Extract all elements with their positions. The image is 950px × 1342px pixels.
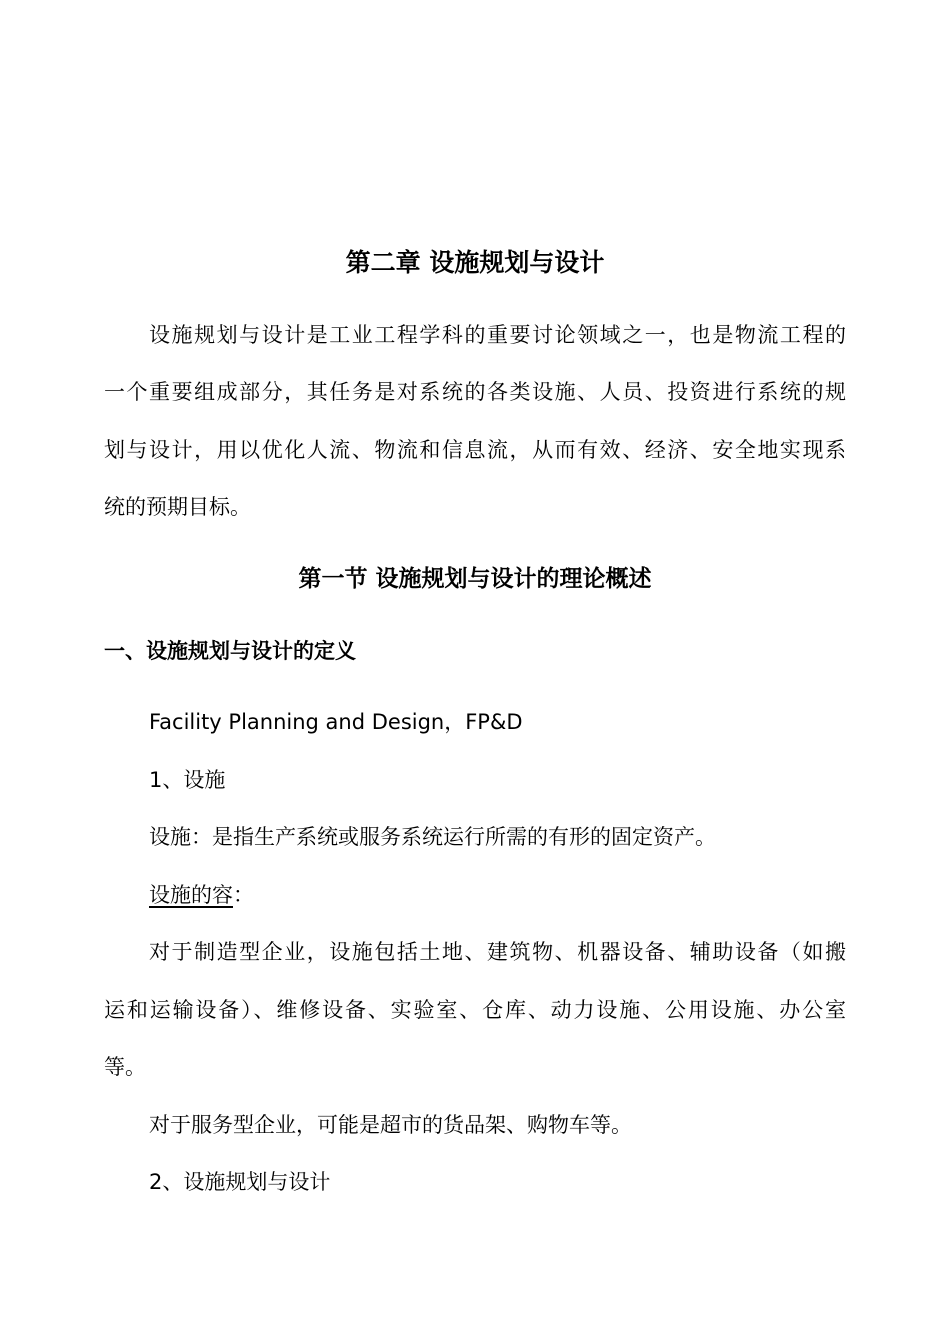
facility-content-colon: ： — [233, 883, 254, 907]
intro-paragraph-line-3: 划与设计，用以优化人流、物流和信息流，从而有效、经济、安全地实现系 — [104, 438, 846, 462]
section-title: 第一节 设施规划与设计的理论概述 — [298, 566, 652, 592]
item-2-heading: 2、设施规划与设计 — [149, 1170, 331, 1194]
service-paragraph: 对于服务型企业，可能是超市的货品架、购物车等。 — [149, 1113, 632, 1137]
intro-paragraph-line-4: 统的预期目标。 — [104, 495, 251, 519]
manufacturing-paragraph-line-2: 运和运输设备）、维修设备、实验室、仓库、动力设施、公用设施、办公室 — [104, 998, 846, 1022]
english-term: Facility Planning and Design，FP&D — [149, 710, 523, 734]
facility-definition: 设施：是指生产系统或服务系统运行所需的有形的固定资产。 — [149, 825, 716, 849]
item-1-heading: 1、设施 — [149, 768, 226, 792]
subsection-title: 一、设施规划与设计的定义 — [104, 639, 356, 663]
intro-paragraph-line-2: 一个重要组成部分，其任务是对系统的各类设施、人员、投资进行系统的规 — [104, 380, 846, 404]
manufacturing-paragraph-line-3: 等。 — [104, 1055, 146, 1079]
intro-paragraph-line-1: 设施规划与设计是工业工程学科的重要讨论领域之一，也是物流工程的 — [149, 323, 846, 347]
manufacturing-paragraph-line-1: 对于制造型企业，设施包括土地、建筑物、机器设备、辅助设备（如搬 — [149, 940, 846, 964]
chapter-title: 第二章 设施规划与设计 — [345, 248, 605, 277]
facility-content-label: 设施的容 — [149, 883, 233, 907]
facility-content-heading — [149, 880, 254, 910]
